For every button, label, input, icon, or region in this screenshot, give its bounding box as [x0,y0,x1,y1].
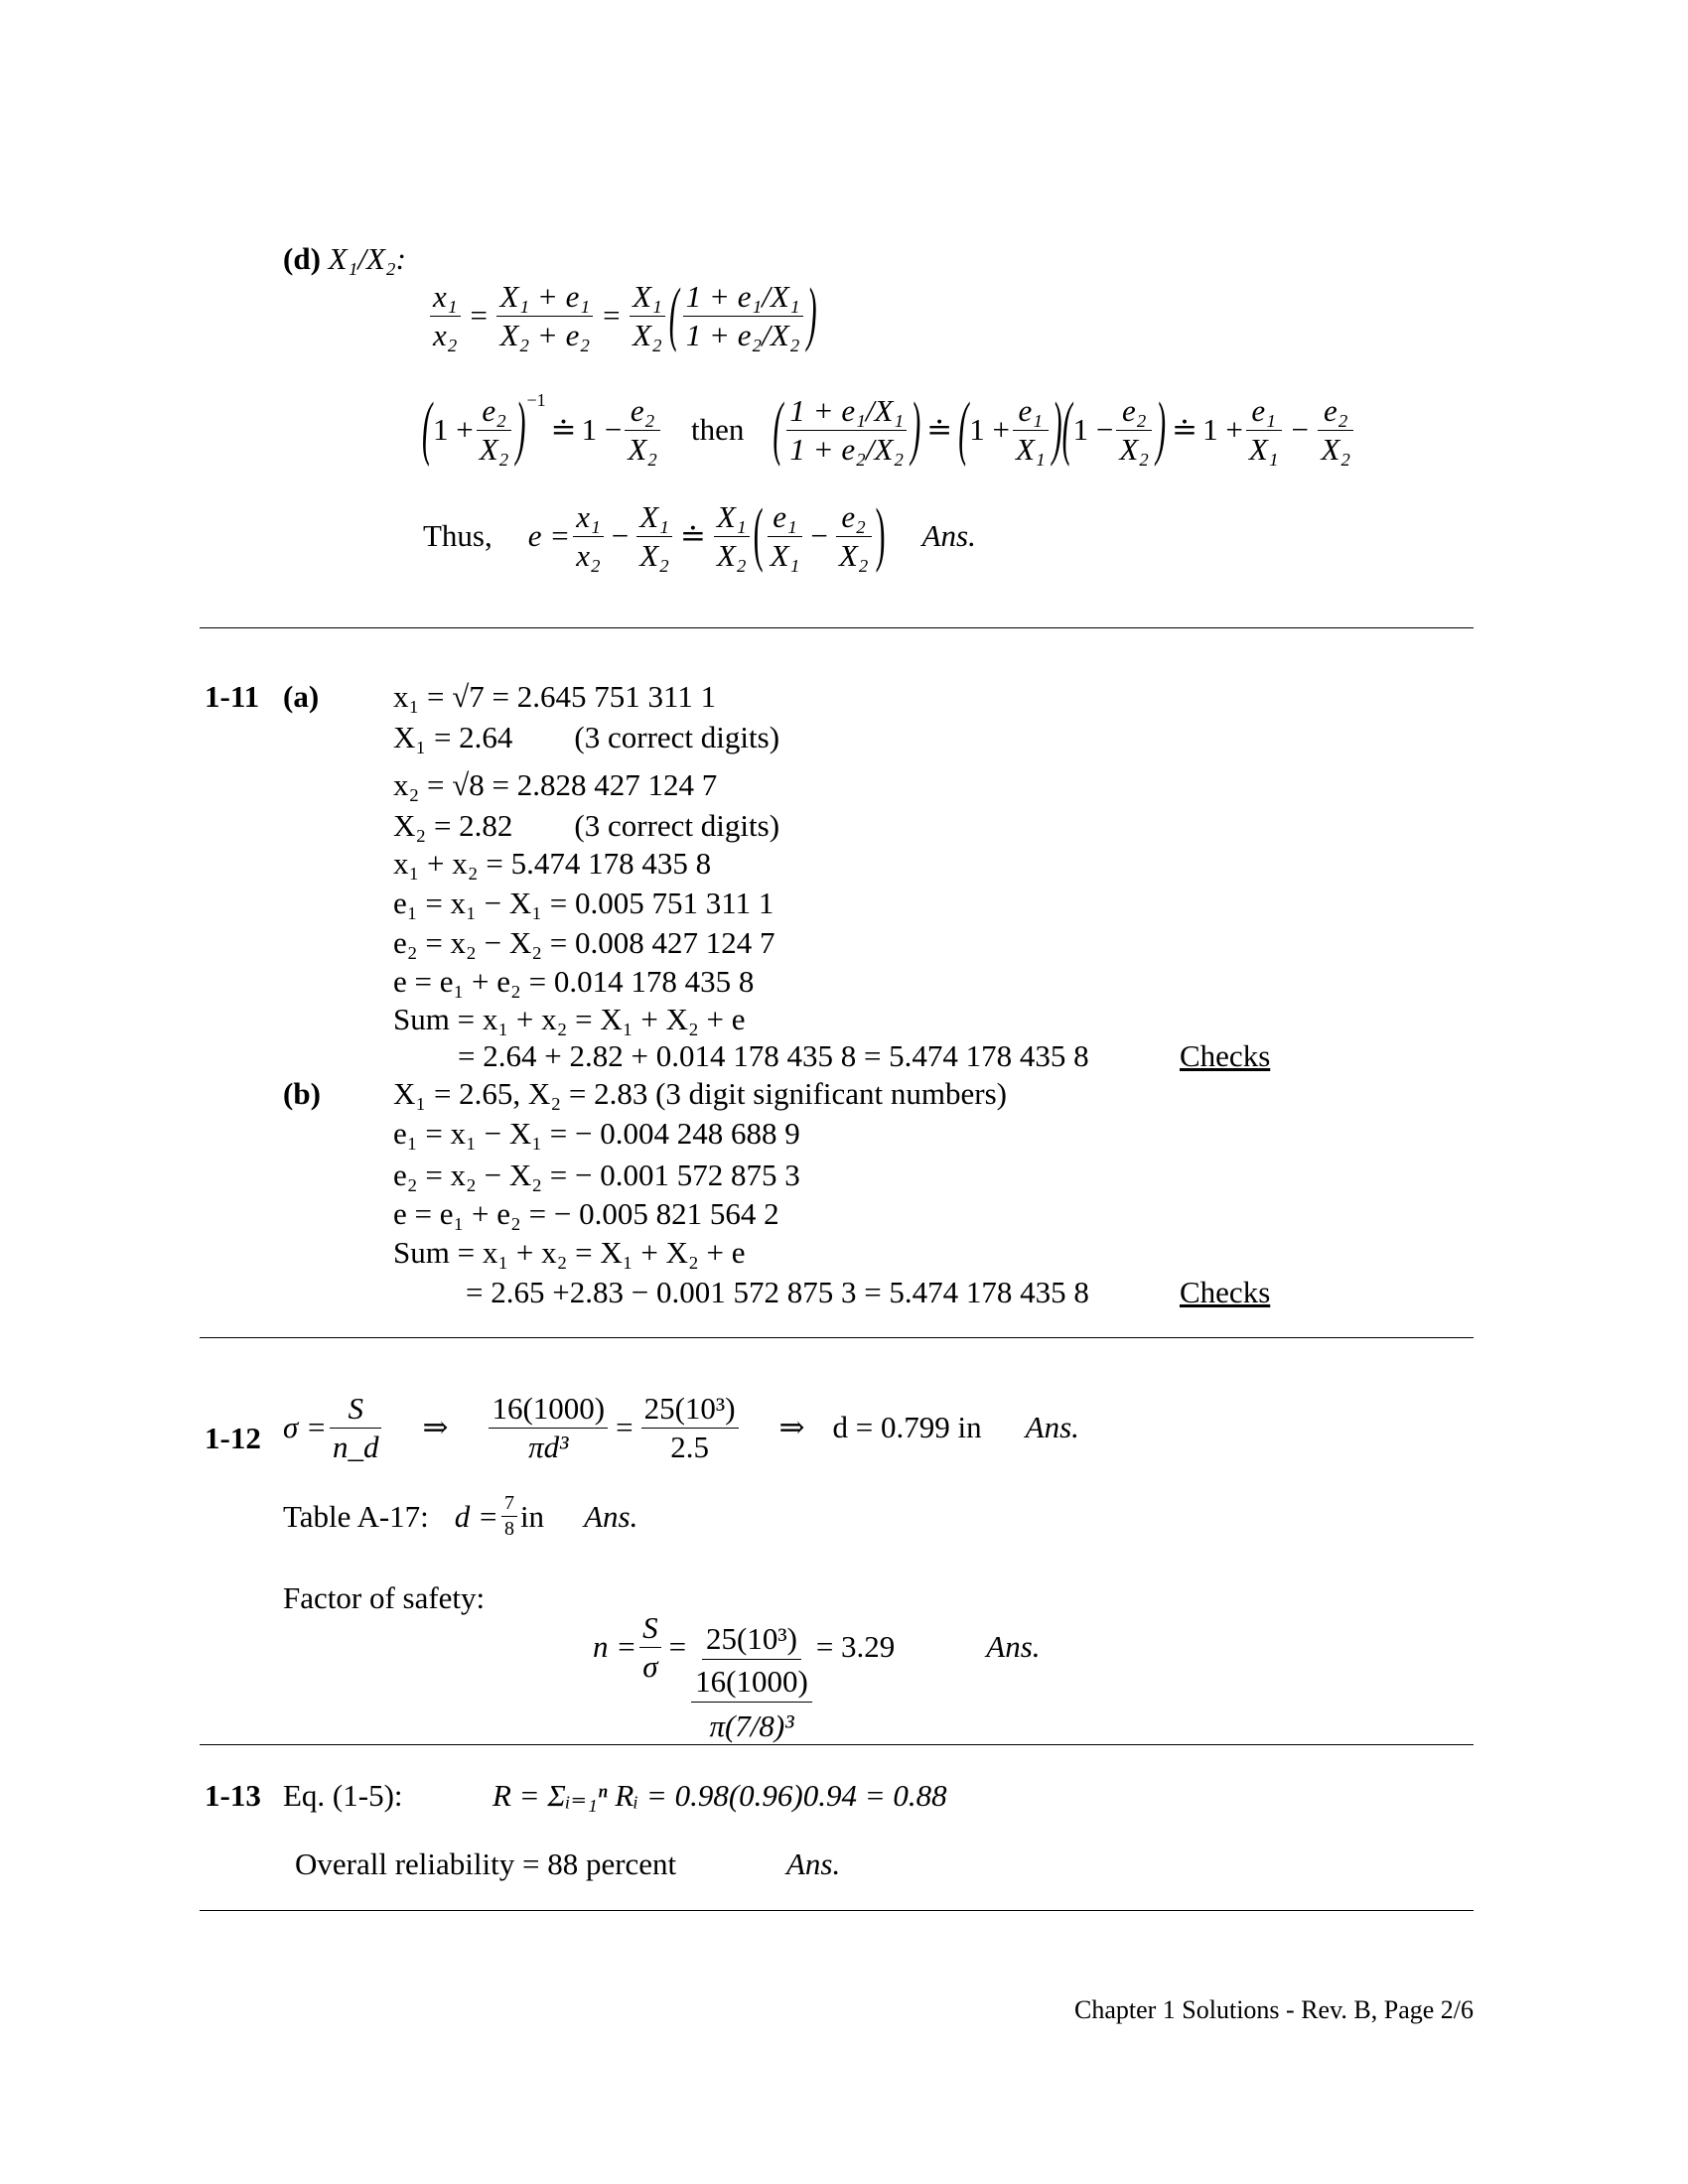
calc-line: e₂ = x₂ − X₂ = − 0.001 572 875 3 [393,1158,800,1192]
calc-line: x₁ = √7 = 2.645 751 311 1 [393,679,717,714]
page-footer: Chapter 1 Solutions - Rev. B, Page 2/6 [1073,1995,1474,2024]
section-divider [200,1744,1474,1745]
equation-ratio: $\frac{\text{x₁}}{\text{x₂}}$ = $\frac{\text{X₁ + e₁}}{\text{X₂ + e₂}}$ = $\frac{\text{X₁}}{\text{X₂}}$ ( $\frac{\text{1 + e₁/X₁}}{\text{1 + e₂/X₂}}$ ) [427,278,818,353]
fraction: $\frac{16(1000)}{\text{πd³}}$ [489,1390,608,1465]
section-divider [200,627,1474,628]
calc-line: X₁ = 2.65, X₂ = 2.83 (3 digit significant numbers) [393,1076,1007,1111]
table-selection: Table A-17: d = $\frac{7}{8}$ in Ans. [283,1492,638,1540]
calc-line: e = e₁ + e₂ = 0.014 178 435 8 [393,964,755,999]
fraction: $\frac{\text{1 + e₁/X₁}}{\text{1 + e₂/X₂}}$ [786,392,907,468]
calc-line: x₁ + x₂ = 5.474 178 435 8 [393,846,712,881]
fraction: $\frac{\text{e₂}}{\text{X₂}}$ [625,392,660,468]
overall-reliability: Overall reliability = 88 percent [295,1846,677,1881]
fraction: $\frac{\text{x₁}}{\text{x₂}}$ [430,278,461,353]
fraction: $\frac{S}{n\_d}$ [330,1390,382,1465]
part-label: (a) [283,679,320,714]
fraction: $\frac{7}{8}$ [501,1491,517,1542]
fraction: $\frac{\text{X₁}}{\text{X₂}}$ [636,498,672,574]
part-d-heading [283,243,406,274]
reliability-formula: R = Σᵢ₌₁ⁿ Rᵢ = 0.98(0.96)0.94 = 0.88 [492,1778,947,1813]
checks-label: Checks [1180,1038,1271,1073]
equation-reference: Eq. (1-5): [283,1778,403,1813]
section-divider [200,1337,1474,1338]
calc-line: e₁ = x₁ − X₁ = 0.005 751 311 1 [393,886,774,920]
calc-line: Sum = x₁ + x₂ = X₁ + X₂ + e [393,1235,746,1270]
fraction: $\frac{\text{25(10³)}}{2.5}$ [641,1390,739,1465]
fraction: $\frac{\text{X₁ + e₁}}{\text{X₂ + e₂}}$ [496,278,593,353]
diameter-result: d = 0.799 in [832,1410,982,1445]
fraction: $\frac{\text{e₂}}{\text{X₂}}$ [1116,392,1152,468]
part-label: (d) [283,241,321,276]
calc-line: e₁ = x₁ − X₁ = − 0.004 248 688 9 [393,1116,800,1151]
fraction: $\frac{\text{e₂}}{\text{X₂}}$ [477,392,512,468]
factor-of-safety-label: Factor of safety: [283,1580,486,1615]
calc-line: x₂ = √8 = 2.828 427 124 7 [393,767,718,802]
problem-number: 1-12 [205,1421,261,1455]
fraction: $\frac{\text{e₁}}{\text{X₁}}$ [768,498,803,574]
equation-error: Thus, e = $\frac{\text{x₁}}{\text{x₂}}$ − $\frac{\text{X₁}}{\text{X₂}}$ ≐ $\frac{\text{X₁}}{\text{X₂}}$ ( $\frac{\text{e₁}}{\text{X₁}}$ − $\frac{\text{e₂}}{\text{X₂}}$ ) Ans. [423,495,976,575]
equation-stress: σ = $\frac{S}{n\_d}$ ⇒ $\frac{16(1000)}{\text{πd³}}$ = $\frac{\text{25(10³)}}{2.5}$ ⇒ d = 0.799 in Ans. [283,1391,1079,1464]
fraction: $\frac{S}{\sigma}$ [639,1609,661,1685]
compound-fraction: 25(10³) 16(1000) π(7/8)³ [691,1619,812,1750]
part-heading: X₁/X₂: [328,241,407,276]
fraction: $\frac{\text{e₁}}{\text{X₁}}$ [1013,392,1049,468]
calc-line: X₁ = 2.64 (3 correct digits) [393,720,780,754]
fraction: $\frac{\text{X₁}}{\text{X₂}}$ [630,278,665,353]
part-label: (b) [283,1076,321,1111]
problem-number: 1-11 [205,679,260,714]
fraction: $\frac{\text{e₂}}{\text{X₂}}$ [836,498,872,574]
fraction: $\frac{\text{e₂}}{\text{X₂}}$ [1318,392,1353,468]
checks-label: Checks [1180,1275,1271,1309]
fraction: $\frac{\text{x₁}}{\text{x₂}}$ [573,498,604,574]
equation-factor-of-safety: n = $\frac{S}{\sigma}$ = 25(10³) 16(1000) π(7/8)³ = 3.29 Ans. [593,1544,1041,1750]
fraction: $\frac{\text{e₁}}{\text{X₁}}$ [1246,392,1282,468]
calc-line: X₂ = 2.82 (3 correct digits) [393,808,780,843]
sum-check-line: = 2.65 +2.83 − 0.001 572 875 3 = 5.474 178 435 8 [466,1275,1089,1309]
fraction: $\frac{\text{1 + e₁/X₁}}{\text{1 + e₂/X₂}}$ [683,278,803,353]
equation-approximation: ( 1 + $\frac{\text{e₂}}{\text{X₂}}$ ) −1 ≐ 1 − $\frac{\text{e₂}}{\text{X₂}}$ then ( $\frac{\text{1 + e₁/X₁}}{\text{1 + e₂/X₂}}$ ) ≐ ( 1 + $\frac{\text{e₁}}{\text{X₁}}$ )( 1 − $\frac{\text{e₂}}{\text{X₂}}$ ) ≐ 1 + $\frac{\text{e₁}}{\text{X₁}}$ − $\frac{\text{e₂}}{\text{X₂}}$ [421,392,1356,468]
answer-label: Ans. [786,1846,841,1881]
calc-line: Sum = x₁ + x₂ = X₁ + X₂ + e [393,1002,746,1036]
problem-number: 1-13 [205,1778,261,1813]
sum-check-line: = 2.64 + 2.82 + 0.014 178 435 8 = 5.474 178 435 8 [458,1038,1089,1073]
calc-line: e₂ = x₂ − X₂ = 0.008 427 124 7 [393,925,775,960]
fraction: $\frac{\text{X₁}}{\text{X₂}}$ [714,498,750,574]
section-divider [200,1910,1474,1911]
calc-line: e = e₁ + e₂ = − 0.005 821 564 2 [393,1196,779,1231]
